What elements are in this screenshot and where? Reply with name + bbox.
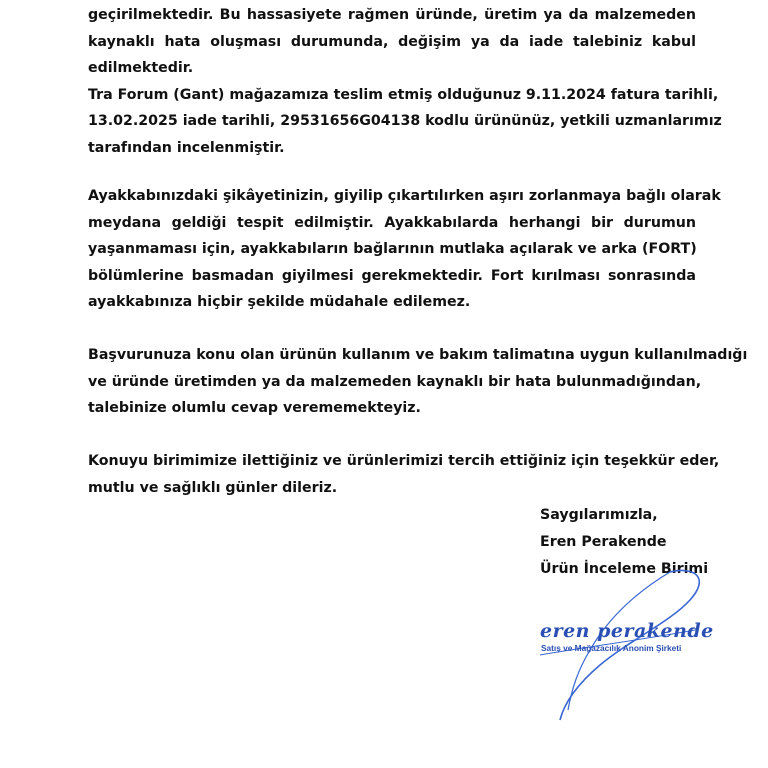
text-line: geçirilmektedir. Bu hassasiyete rağmen üründe, üretim ya da malzemeden — [88, 7, 696, 23]
company-stamp-subtitle: Satış ve Mağazacılık Anonim Şirketi — [541, 643, 682, 653]
company-stamp-logo: eren perakende — [540, 620, 714, 642]
text-line: ayakkabınıza hiçbir şekilde müdahale edilemez. — [88, 294, 471, 310]
text-line: 13.02.2025 iade tarihli, 29531656G04138 kodlu ürününüz, yetkili uzmanlarımız — [88, 113, 722, 129]
text-line: Tra Forum (Gant) mağazamıza teslim etmiş olduğunuz 9.11.2024 fatura tarihli, — [88, 86, 719, 103]
text-line: edilmektedir. — [88, 60, 194, 76]
text-line: mutlu ve sağlıklı günler dileriz. — [88, 479, 338, 496]
text-line: meydana geldiği tespit edilmiştir. Ayakkabılarda herhangi bir durumun — [88, 214, 696, 231]
text-line: yaşanmaması için, ayakkabıların bağlarının mutlaka açılarak ve arka (FORT) — [88, 241, 697, 257]
paragraph-complaint — [88, 183, 721, 316]
paragraph-thanks — [88, 448, 720, 501]
text-line: Ayakkabınızdaki şikâyetinizin, giyilip çıkartılırken aşırı zorlanmaya bağlı olarak — [88, 188, 721, 204]
paragraph-decision — [88, 342, 748, 422]
paragraph-intro — [88, 2, 722, 161]
text-line: Konuyu birimimize ilettiğiniz ve ürünlerimizi tercih ettiğiniz için teşekkür eder, — [88, 453, 720, 469]
text-line: talebinize olumlu cevap verememekteyiz. — [88, 400, 421, 416]
text-line: Başvurunuza konu olan ürünün kullanım ve bakım talimatına uygun kullanılmadığı — [88, 347, 748, 363]
text-line: ve üründe üretimden ya da malzemeden kaynaklı bir hata bulunmadığından, — [88, 373, 702, 390]
company-name: Eren Perakende — [540, 534, 667, 550]
department-name: Ürün İnceleme Birimi — [540, 561, 709, 577]
text-line: bölümlerine basmadan giyilmesi gerekmektedir. Fort kırılması sonrasında — [88, 267, 696, 284]
text-line: tarafından incelenmiştir. — [88, 139, 285, 156]
text-line: kaynaklı hata oluşması durumunda, değişim ya da iade talebiniz kabul — [88, 33, 696, 50]
salutation: Saygılarımızla, — [540, 507, 658, 523]
